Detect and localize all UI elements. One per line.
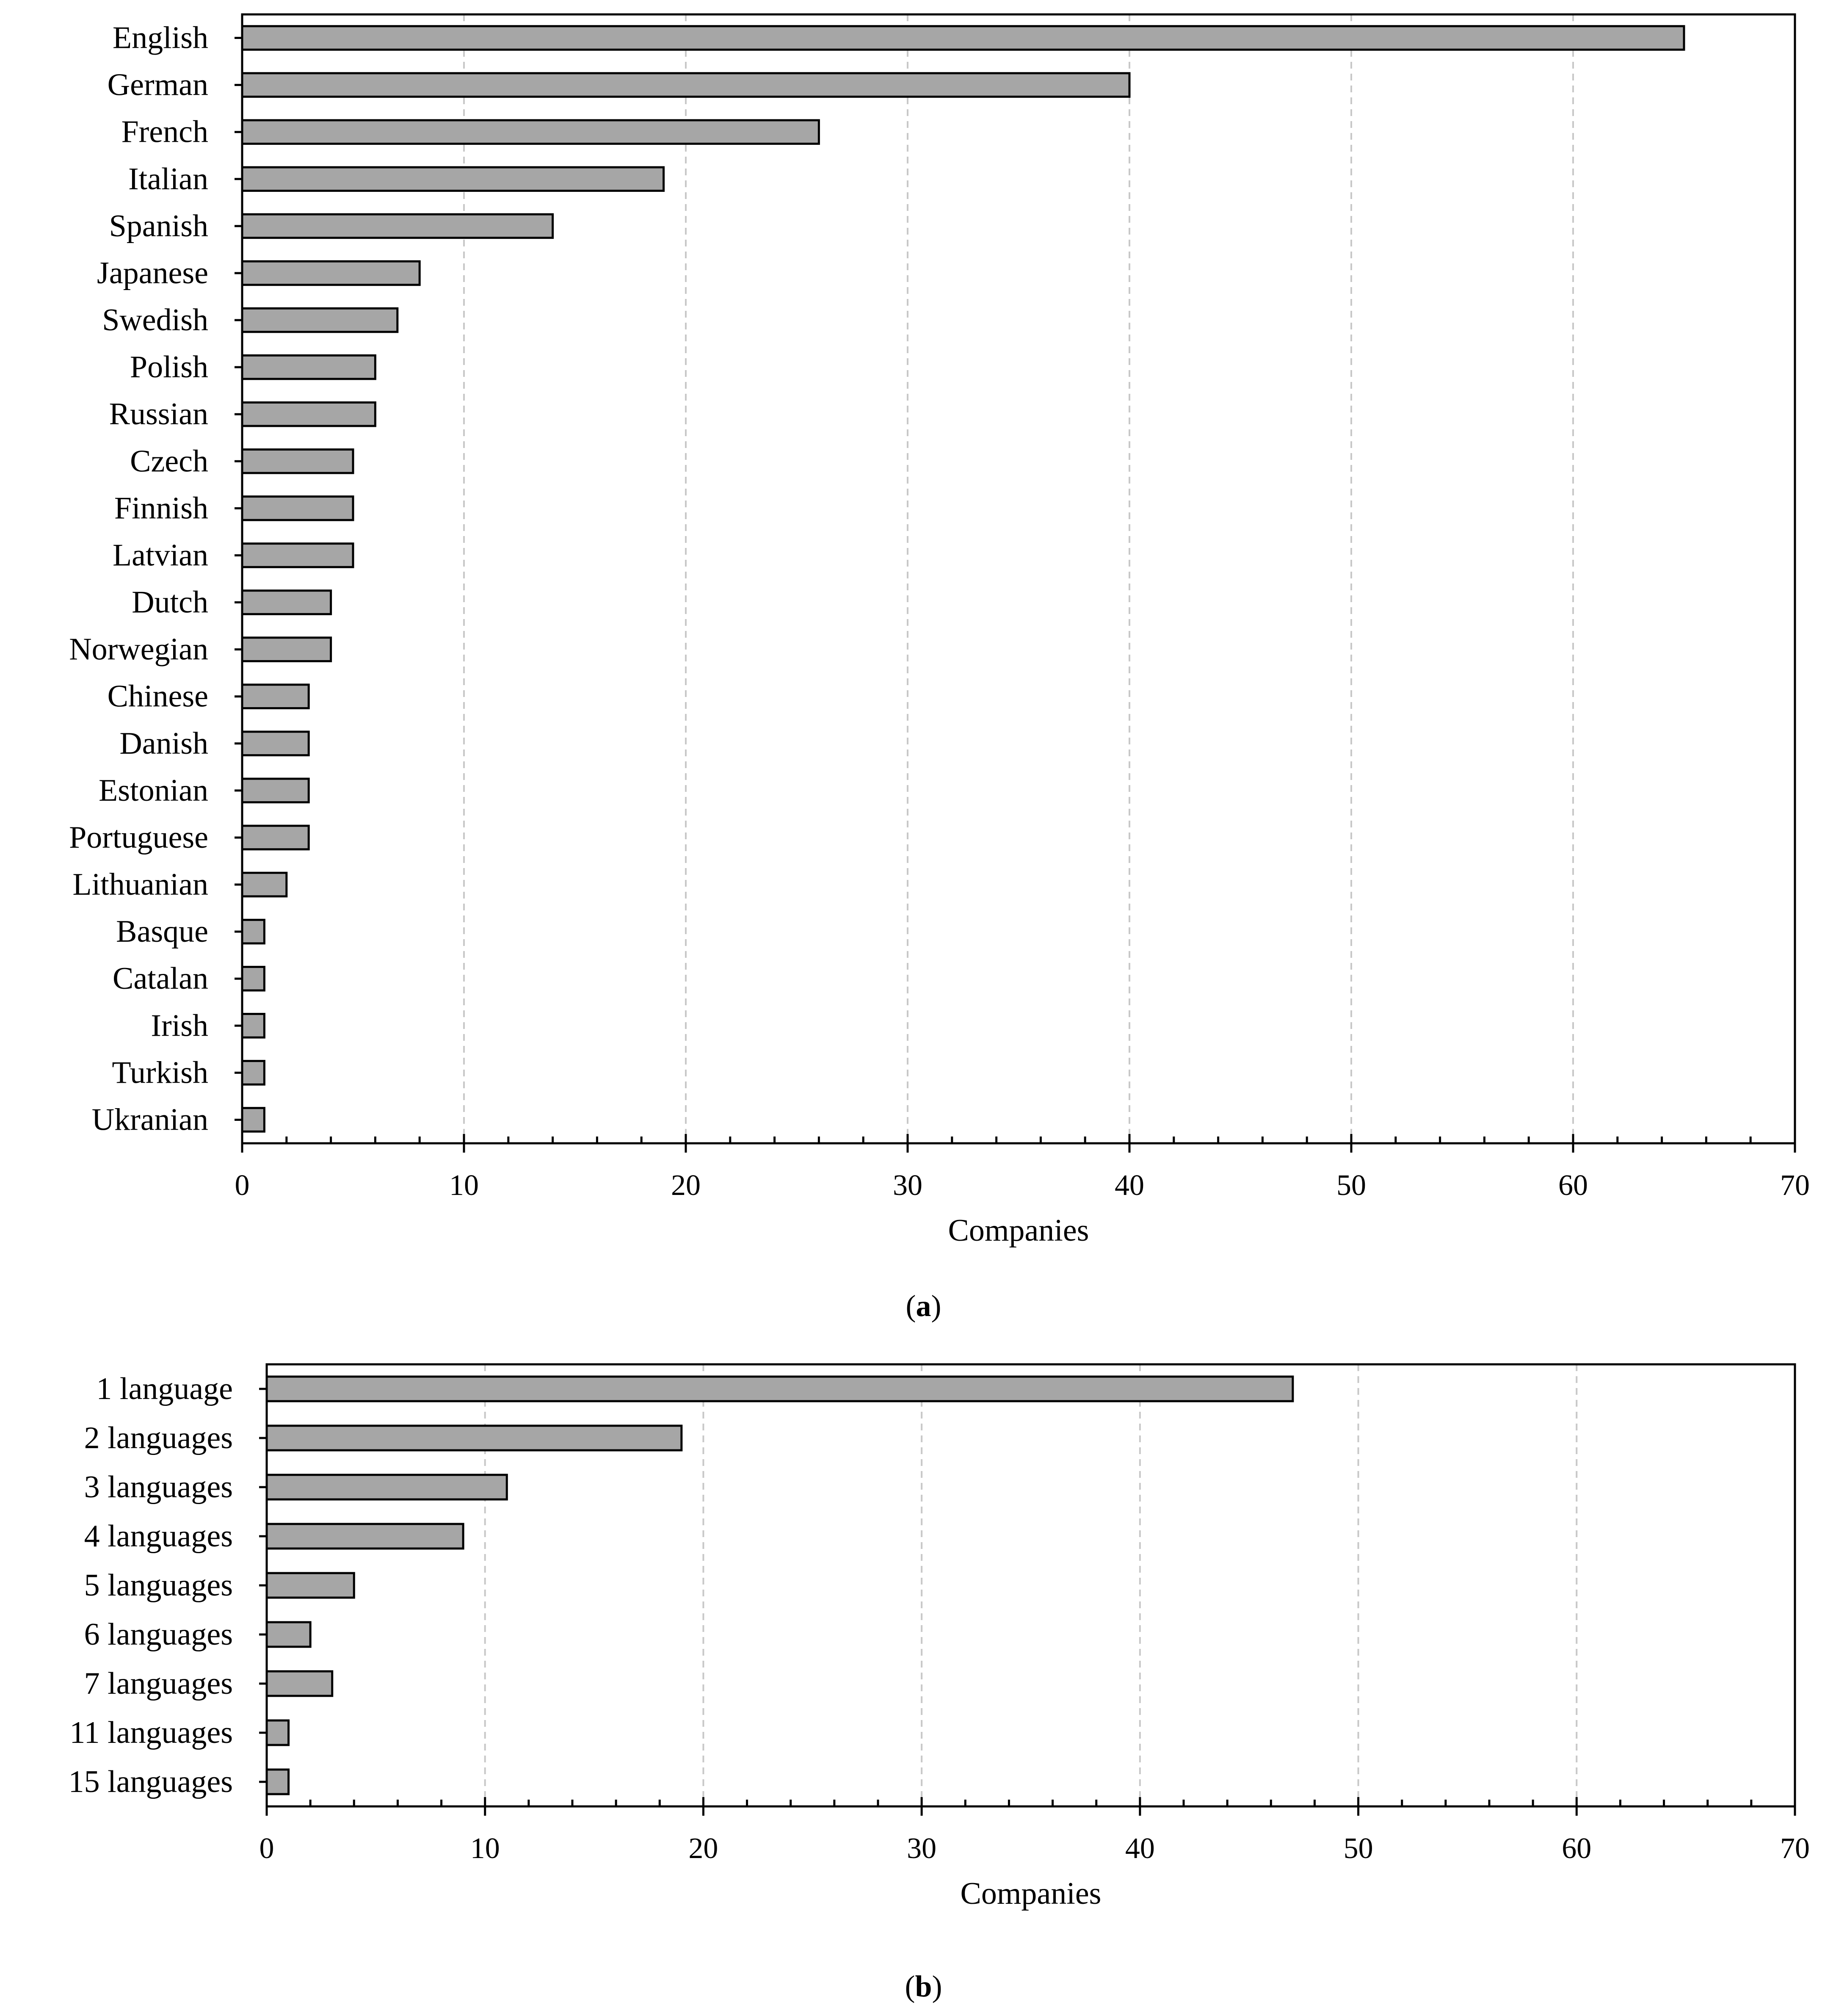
chart-panel-b [69, 1364, 1810, 1911]
panel-b-x-tick-label: 40 [1125, 1832, 1155, 1865]
chart-panel-a [69, 14, 1810, 1248]
panel-a-category-label: Ukranian [91, 1102, 208, 1137]
panel-a-x-tick-label: 0 [235, 1169, 250, 1202]
panel-a-category-label: French [121, 114, 208, 149]
panel-a-bar [242, 450, 353, 473]
panel-a-category-label: Lithuanian [72, 867, 208, 902]
panel-a-bar [242, 73, 1129, 97]
panel-a-bar [242, 779, 309, 802]
panel-b-category-label: 3 languages [84, 1470, 233, 1504]
panel-a-bar [242, 26, 1684, 50]
panel-b-bar [267, 1720, 289, 1745]
panel-a-x-tick-label: 20 [671, 1169, 701, 1202]
panel-b-x-tick-label: 30 [907, 1832, 937, 1865]
panel-a-category-label: Turkish [112, 1055, 208, 1090]
panel-b-category-label: 6 languages [84, 1617, 233, 1652]
panel-a-category-label: Czech [130, 444, 208, 479]
panel-a-category-label: Danish [119, 726, 208, 761]
panel-b-bar [267, 1671, 332, 1696]
panel-b-x-tick-label: 20 [688, 1832, 718, 1865]
panel-a-category-label: Polish [130, 350, 208, 385]
panel-b-x-tick-label: 0 [259, 1832, 274, 1865]
panel-a-category-label: Italian [128, 161, 208, 196]
panel-a-bar [242, 685, 309, 708]
panel-a-bar [242, 214, 553, 238]
panel-a-bar [242, 308, 398, 332]
panel-a-label: a [916, 1289, 931, 1323]
panel-b-x-tick-label: 60 [1562, 1832, 1592, 1865]
panel-a-category-label: Norwegian [69, 632, 208, 667]
panel-a-category-label: Latvian [112, 538, 208, 573]
panel-a-bar [242, 402, 375, 426]
panel-a-category-label: German [107, 67, 208, 102]
panel-a-x-tick-label: 50 [1336, 1169, 1366, 1202]
panel-a-category-label: Chinese [107, 679, 208, 714]
panel-b-bar [267, 1622, 310, 1647]
panel-a-category-label: Russian [109, 397, 208, 432]
panel-a-category-label: Swedish [102, 303, 208, 338]
panel-b-x-tick-label: 50 [1343, 1832, 1373, 1865]
panel-b-category-label: 15 languages [68, 1764, 233, 1799]
panel-a-bar [242, 873, 287, 896]
panel-a-category-label: Spanish [109, 208, 208, 243]
panel-a-category-label: English [112, 20, 208, 55]
panel-a-x-tick-label: 70 [1780, 1169, 1810, 1202]
panel-b-bar [267, 1770, 289, 1794]
panel-b-label: b [915, 1969, 932, 2003]
panel-b-x-tick-label: 70 [1780, 1832, 1810, 1865]
panel-a-bar [242, 167, 664, 191]
panel-a-bar [242, 120, 819, 144]
panel-a-bar [242, 967, 264, 990]
panel-a-category-label: Portuguese [69, 820, 208, 855]
panel-a-category-label: Dutch [132, 585, 208, 620]
panel-b-caption: (b) [905, 1969, 942, 2003]
panel-a-category-label: Catalan [112, 961, 208, 996]
panel-a-category-label: Estonian [99, 773, 208, 808]
panel-a-bar [242, 1108, 264, 1132]
panel-b-category-label: 5 languages [84, 1568, 233, 1603]
panel-a-bar [242, 544, 353, 567]
panel-a-x-axis-title: Companies [948, 1213, 1089, 1248]
panel-b-bar [267, 1573, 354, 1598]
panel-a-bar [242, 261, 420, 285]
panel-a-category-label: Basque [116, 914, 208, 949]
panel-b-bar [267, 1377, 1293, 1401]
panel-b-bar [267, 1426, 682, 1450]
panel-b-x-axis-title: Companies [960, 1876, 1102, 1911]
panel-a-bar [242, 826, 309, 849]
panel-a-bar [242, 638, 331, 661]
panel-a-bar [242, 732, 309, 755]
panel-a-bar [242, 497, 353, 520]
panel-a-bar [242, 591, 331, 614]
panel-a-x-tick-label: 40 [1115, 1169, 1144, 1202]
panel-b-category-label: 1 language [96, 1372, 233, 1406]
panel-b-category-label: 4 languages [84, 1519, 233, 1554]
panel-b-bar [267, 1524, 463, 1549]
panel-a-category-label: Irish [151, 1008, 208, 1043]
panel-a-x-tick-label: 60 [1558, 1169, 1588, 1202]
panel-a-caption: (a) [906, 1289, 941, 1323]
panel-b-bar [267, 1475, 507, 1499]
panel-a-bar [242, 1014, 264, 1038]
panel-a-category-label: Finnish [114, 491, 208, 526]
panel-b-category-label: 7 languages [84, 1666, 233, 1701]
panel-a-x-tick-label: 30 [893, 1169, 922, 1202]
panel-b-x-tick-label: 10 [470, 1832, 500, 1865]
panel-a-bar [242, 1061, 264, 1085]
panel-a-x-tick-label: 10 [449, 1169, 479, 1202]
panel-a-bar [242, 920, 264, 943]
panel-b-category-label: 11 languages [69, 1715, 233, 1750]
panel-b-category-label: 2 languages [84, 1421, 233, 1455]
panel-a-bar [242, 355, 375, 379]
panel-a-category-label: Japanese [97, 255, 208, 290]
